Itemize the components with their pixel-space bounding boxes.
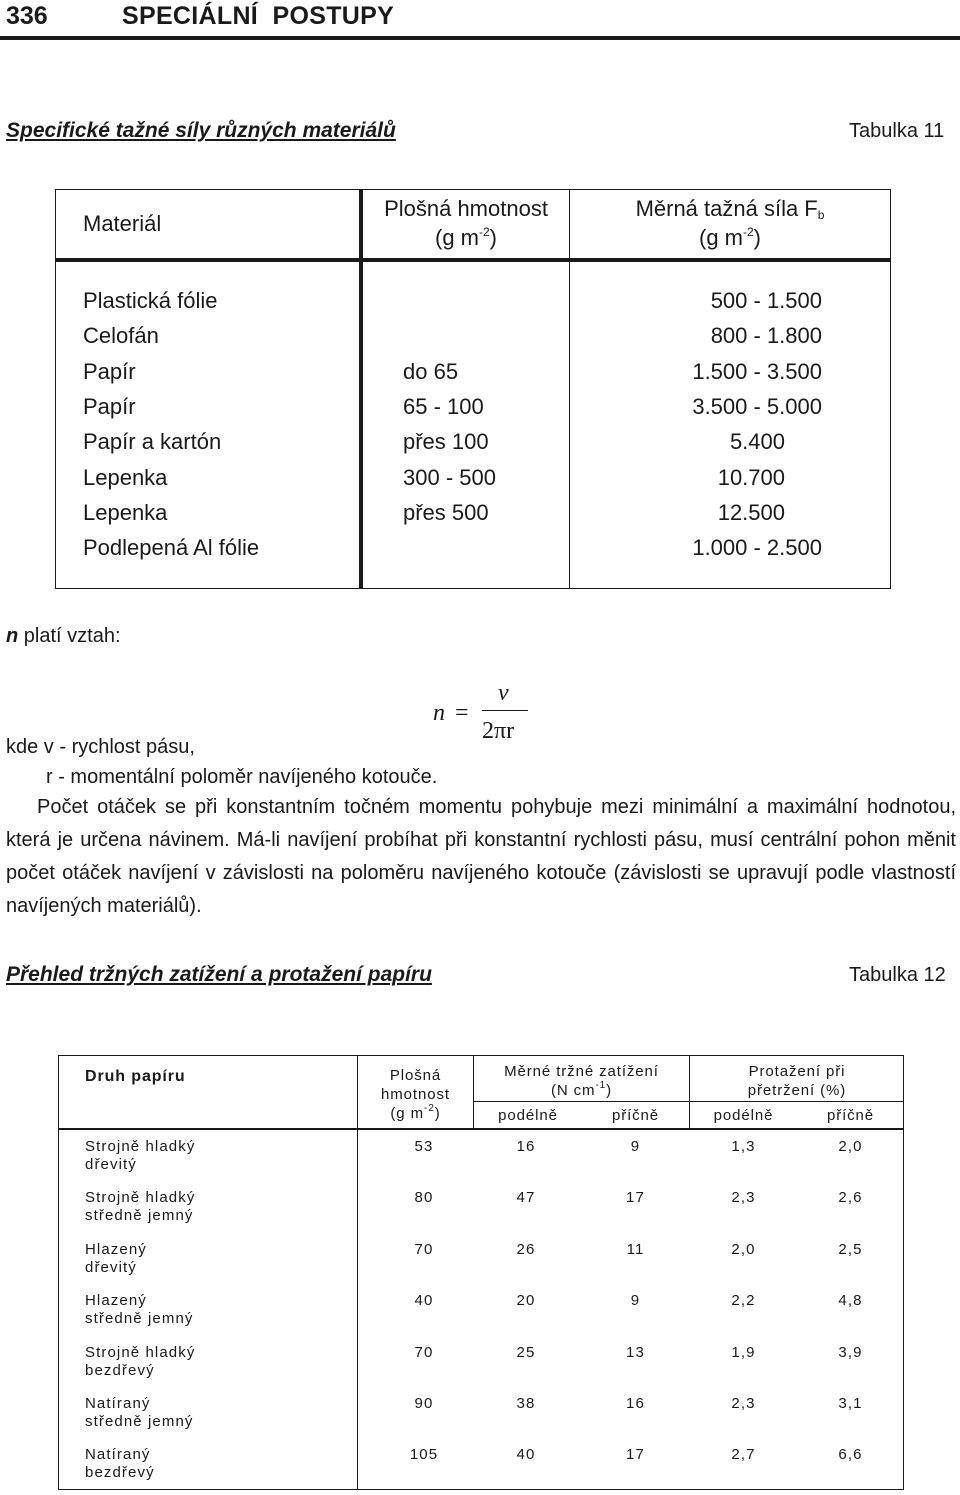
weight-cell: 105 bbox=[409, 1446, 439, 1463]
table12-subheader-longitudinal: podélně bbox=[498, 1107, 558, 1124]
material-cell: Papír bbox=[83, 394, 136, 419]
elongation-longitudinal-cell: 2,0 bbox=[731, 1241, 756, 1258]
paper-type-cell bbox=[85, 1189, 195, 1225]
table11-header-material: Materiál bbox=[83, 211, 162, 236]
elongation-transverse-cell: 2,6 bbox=[838, 1189, 863, 1206]
elongation-transverse-cell: 3,1 bbox=[838, 1395, 863, 1412]
paper-type-line: Hlazený bbox=[85, 1241, 147, 1258]
paper-type-line: středně jemný bbox=[85, 1310, 194, 1327]
paper-type-line: Strojně hladký bbox=[85, 1344, 196, 1361]
formula-intro: n platí vztah: bbox=[6, 625, 121, 647]
elongation-transverse-cell: 3,9 bbox=[838, 1344, 863, 1361]
table11-caption: Specifické tažné síly různých materiálů bbox=[6, 119, 396, 142]
paper-type-line: Natíraný bbox=[85, 1395, 151, 1412]
paper-type-line: středně jemný bbox=[85, 1413, 194, 1430]
table12-subheader-transverse: příčně bbox=[611, 1107, 660, 1124]
paper-type-line: Hlazený bbox=[85, 1292, 147, 1309]
load-transverse-cell: 9 bbox=[630, 1292, 641, 1309]
load-longitudinal-cell: 38 bbox=[516, 1395, 536, 1412]
load-transverse-cell: 17 bbox=[626, 1189, 645, 1206]
force-cell: 1.000 - 2.500 bbox=[692, 535, 822, 560]
paper-type-cell bbox=[85, 1292, 194, 1328]
formula-equals: = bbox=[455, 700, 469, 726]
elongation-longitudinal-cell: 2,7 bbox=[731, 1446, 756, 1463]
paper-type-cell bbox=[85, 1395, 194, 1431]
paper-type-line: bezdřevý bbox=[85, 1362, 155, 1379]
paper-type-line: dřevitý bbox=[85, 1259, 137, 1276]
elongation-longitudinal-cell: 1,9 bbox=[731, 1344, 756, 1361]
load-transverse-cell: 16 bbox=[626, 1395, 645, 1412]
paper-type-line: dřevitý bbox=[85, 1156, 137, 1173]
elongation-longitudinal-cell: 2,2 bbox=[731, 1292, 756, 1309]
weight-cell: 300 - 500 bbox=[403, 465, 496, 490]
definition-v: kde v - rychlost pásu, bbox=[6, 736, 195, 758]
force-cell: 500 - 1.500 bbox=[710, 288, 822, 313]
load-longitudinal-cell: 47 bbox=[516, 1189, 536, 1206]
paper-type-line: Strojně hladký bbox=[85, 1189, 196, 1206]
paper-type-line: bezdřevý bbox=[85, 1464, 155, 1481]
paper-type-line: středně jemný bbox=[85, 1207, 194, 1224]
chapter-title: SPECIÁLNÍ POSTUPY bbox=[122, 2, 395, 30]
table12-header-rule bbox=[58, 1128, 904, 1130]
elongation-transverse-cell: 2,0 bbox=[838, 1138, 863, 1155]
material-cell: Podlepená Al fólie bbox=[83, 535, 260, 560]
formula-lhs: n bbox=[433, 700, 445, 726]
table11-header-rule bbox=[55, 258, 891, 262]
table12-subheader-longitudinal: podélně bbox=[713, 1107, 774, 1124]
load-longitudinal-cell: 26 bbox=[516, 1241, 536, 1258]
force-cell: 12.500 bbox=[717, 500, 785, 525]
table12-number: Tabulka 12 bbox=[849, 964, 946, 986]
force-cell: 10.700 bbox=[717, 465, 785, 490]
load-longitudinal-cell: 25 bbox=[516, 1344, 536, 1361]
load-transverse-cell: 13 bbox=[626, 1344, 645, 1361]
paper-type-cell bbox=[85, 1344, 195, 1380]
load-longitudinal-cell: 20 bbox=[516, 1292, 536, 1309]
elongation-transverse-cell: 4,8 bbox=[838, 1292, 863, 1309]
paragraph: Počet otáček se při konstantním točném momentu pohybuje mezi minimální a maximální hodnotou, která je určena návinem. Má-li navíjení probíhat při konstantní rychlosti pásu, musí centrální pohon měnit počet otáček navíjení v závislosti na poloměru navíjeného kotouče (závislosti se upravují podle vlastností navíjených materiálů). bbox=[6, 796, 956, 917]
table11-number: Tabulka 11 bbox=[849, 120, 945, 142]
elongation-longitudinal-cell: 1,3 bbox=[731, 1138, 756, 1155]
paper-type-cell bbox=[85, 1241, 147, 1277]
weight-cell: 70 bbox=[414, 1344, 434, 1361]
load-transverse-cell: 9 bbox=[630, 1138, 641, 1155]
table11-header-weight: Plošná hmotnost (g $m^{-2}$) bbox=[384, 196, 548, 250]
material-cell: Papír a kartón bbox=[83, 429, 222, 454]
elongation-transverse-cell: 2,5 bbox=[838, 1241, 863, 1258]
formula-numerator: v bbox=[498, 680, 509, 706]
paper-type-cell bbox=[85, 1138, 195, 1174]
paper-type-cell bbox=[85, 1446, 155, 1482]
elongation-longitudinal-cell: 2,3 bbox=[731, 1395, 756, 1412]
paper-type-line: Strojně hladký bbox=[85, 1138, 196, 1155]
weight-cell: 40 bbox=[414, 1292, 434, 1309]
force-cell: 3.500 - 5.000 bbox=[692, 394, 822, 419]
table12-caption: Přehled tržných zatížení a protažení papíru bbox=[6, 963, 432, 986]
fraction-bar bbox=[482, 710, 528, 711]
weight-cell: 70 bbox=[414, 1241, 434, 1258]
force-cell: 1.500 - 3.500 bbox=[692, 359, 822, 384]
table12-header-weight: Plošná hmotnost (g $m^{-2}$) bbox=[381, 1067, 450, 1122]
elongation-longitudinal-cell: 2,3 bbox=[731, 1189, 756, 1206]
formula-denominator: 2πr bbox=[482, 718, 515, 744]
force-cell: 800 - 1.800 bbox=[710, 323, 822, 348]
weight-cell: 53 bbox=[414, 1138, 434, 1155]
table11-header-force: Měrná tažná síla $F_b$ (g $m^{-2}$) bbox=[635, 196, 825, 250]
header-rule bbox=[0, 36, 960, 40]
weight-cell: přes 100 bbox=[403, 429, 489, 454]
material-cell: Celofán bbox=[83, 323, 159, 348]
elongation-transverse-cell: 6,6 bbox=[838, 1446, 863, 1463]
material-cell: Papír bbox=[83, 359, 136, 384]
weight-cell: přes 500 bbox=[403, 500, 489, 525]
formula-variable: n bbox=[6, 625, 19, 647]
material-cell: Lepenka bbox=[83, 500, 168, 525]
weight-cell: 90 bbox=[414, 1395, 434, 1412]
load-transverse-cell: 17 bbox=[626, 1446, 645, 1463]
paper-type-line: Natíraný bbox=[85, 1446, 151, 1463]
load-longitudinal-cell: 16 bbox=[516, 1138, 536, 1155]
material-cell: Plastická fólie bbox=[83, 288, 218, 313]
material-cell: Lepenka bbox=[83, 465, 168, 490]
load-transverse-cell: 11 bbox=[626, 1241, 645, 1258]
weight-cell: 65 - 100 bbox=[403, 394, 484, 419]
weight-cell: 80 bbox=[414, 1189, 434, 1206]
table12-header-elongation: Protažení při přetržení (%) bbox=[747, 1063, 847, 1099]
weight-cell: do 65 bbox=[403, 359, 459, 384]
definition-r: r - momentální poloměr navíjeného kotouče. bbox=[46, 766, 438, 788]
page-number: 336 bbox=[6, 2, 48, 30]
force-cell: 5.400 bbox=[729, 429, 785, 454]
load-longitudinal-cell: 40 bbox=[516, 1446, 536, 1463]
table12-header-type: Druh papíru bbox=[85, 1068, 186, 1085]
table12-header-load: Měrné tržné zatížení (N $cm^{-1}$) bbox=[504, 1063, 659, 1099]
table12-subheader-transverse: příčně bbox=[826, 1107, 875, 1124]
